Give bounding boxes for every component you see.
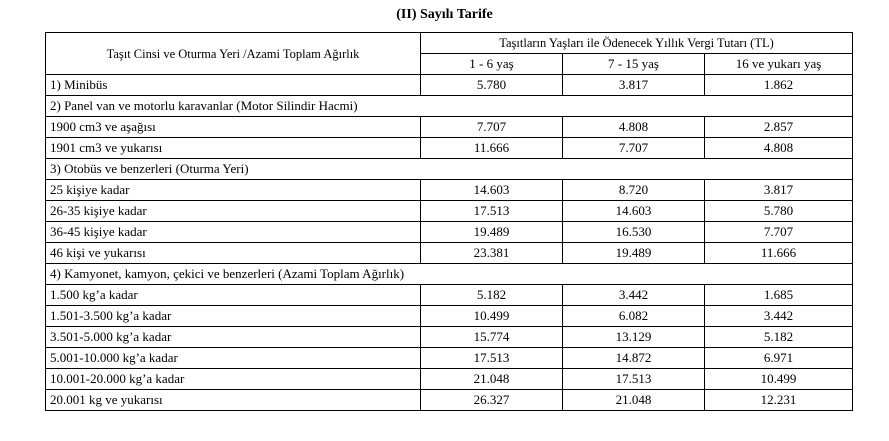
value-cell: 13.129 — [563, 327, 705, 348]
row-label: 5.001-10.000 kg’a kadar — [46, 348, 421, 369]
age-header-7-15: 7 - 15 yaş — [563, 54, 705, 75]
table-row — [46, 117, 853, 138]
value-cell: 7.707 — [421, 117, 563, 138]
minibus-label: 1) Minibüs — [46, 75, 421, 96]
table-row — [46, 369, 853, 390]
value-cell: 10.499 — [421, 306, 563, 327]
row-label: 3.501-5.000 kg’a kadar — [46, 327, 421, 348]
table-row — [46, 138, 853, 159]
value-cell: 17.513 — [563, 369, 705, 390]
value-cell: 5.182 — [421, 285, 563, 306]
table-header — [46, 33, 853, 75]
value-cell: 4.808 — [563, 117, 705, 138]
value-cell: 6.082 — [563, 306, 705, 327]
section-title-row — [46, 264, 853, 285]
row-label: 1.500 kg’a kadar — [46, 285, 421, 306]
value-cell: 5.780 — [705, 201, 853, 222]
value-cell: 3.817 — [705, 180, 853, 201]
section-title-truck: 4) Kamyonet, kamyon, çekici ve benzerleri (Azami Toplam Ağırlık) — [46, 264, 853, 285]
row-label: 10.001-20.000 kg’a kadar — [46, 369, 421, 390]
value-cell: 8.720 — [563, 180, 705, 201]
value-cell: 23.381 — [421, 243, 563, 264]
value-cell: 17.513 — [421, 201, 563, 222]
header-row-top — [46, 33, 853, 54]
value-cell: 11.666 — [421, 138, 563, 159]
row-label: 25 kişiye kadar — [46, 180, 421, 201]
value-cell: 7.707 — [705, 222, 853, 243]
value-cell: 19.489 — [421, 222, 563, 243]
row-label: 36-45 kişiye kadar — [46, 222, 421, 243]
value-cell: 21.048 — [421, 369, 563, 390]
table-row — [46, 222, 853, 243]
value-cell: 3.817 — [563, 75, 705, 96]
value-cell: 16.530 — [563, 222, 705, 243]
age-header-16-plus: 16 ve yukarı yaş — [705, 54, 853, 75]
section-title-bus: 3) Otobüs ve benzerleri (Oturma Yeri) — [46, 159, 853, 180]
row-label: 1900 cm3 ve aşağısı — [46, 117, 421, 138]
value-cell: 4.808 — [705, 138, 853, 159]
row-label: 20.001 kg ve yukarısı — [46, 390, 421, 411]
row-label: 46 kişi ve yukarısı — [46, 243, 421, 264]
table-row — [46, 348, 853, 369]
value-cell: 5.182 — [705, 327, 853, 348]
table-row — [46, 390, 853, 411]
row-label: 26-35 kişiye kadar — [46, 201, 421, 222]
row-label: 1.501-3.500 kg’a kadar — [46, 306, 421, 327]
tariff-table — [45, 32, 853, 411]
page-title: (II) Sayılı Tarife — [396, 7, 493, 22]
table-body — [46, 75, 853, 411]
table-row — [46, 201, 853, 222]
value-cell: 26.327 — [421, 390, 563, 411]
value-cell: 19.489 — [563, 243, 705, 264]
value-cell: 6.971 — [705, 348, 853, 369]
section-title-panel-van: 2) Panel van ve motorlu karavanlar (Motor Silindir Hacmi) — [46, 96, 853, 117]
annual-tax-header: Taşıtların Yaşları ile Ödenecek Yıllık Vergi Tutarı (TL) — [421, 33, 853, 54]
value-cell: 1.862 — [705, 75, 853, 96]
section-title-row — [46, 96, 853, 117]
value-cell: 5.780 — [421, 75, 563, 96]
row-label: 1901 cm3 ve yukarısı — [46, 138, 421, 159]
value-cell: 12.231 — [705, 390, 853, 411]
age-header-1-6: 1 - 6 yaş — [421, 54, 563, 75]
value-cell: 11.666 — [705, 243, 853, 264]
value-cell: 1.685 — [705, 285, 853, 306]
minibus-row — [46, 75, 853, 96]
value-cell: 21.048 — [563, 390, 705, 411]
table-row — [46, 306, 853, 327]
value-cell: 3.442 — [563, 285, 705, 306]
table-row — [46, 285, 853, 306]
table-row — [46, 327, 853, 348]
value-cell: 15.774 — [421, 327, 563, 348]
vehicle-type-header: Taşıt Cinsi ve Oturma Yeri /Azami Toplam Ağırlık — [46, 33, 421, 75]
value-cell: 17.513 — [421, 348, 563, 369]
value-cell: 3.442 — [705, 306, 853, 327]
value-cell: 10.499 — [705, 369, 853, 390]
value-cell: 14.603 — [563, 201, 705, 222]
table-row — [46, 180, 853, 201]
value-cell: 2.857 — [705, 117, 853, 138]
value-cell: 14.603 — [421, 180, 563, 201]
value-cell: 14.872 — [563, 348, 705, 369]
table-row — [46, 243, 853, 264]
section-title-row — [46, 159, 853, 180]
value-cell: 7.707 — [563, 138, 705, 159]
